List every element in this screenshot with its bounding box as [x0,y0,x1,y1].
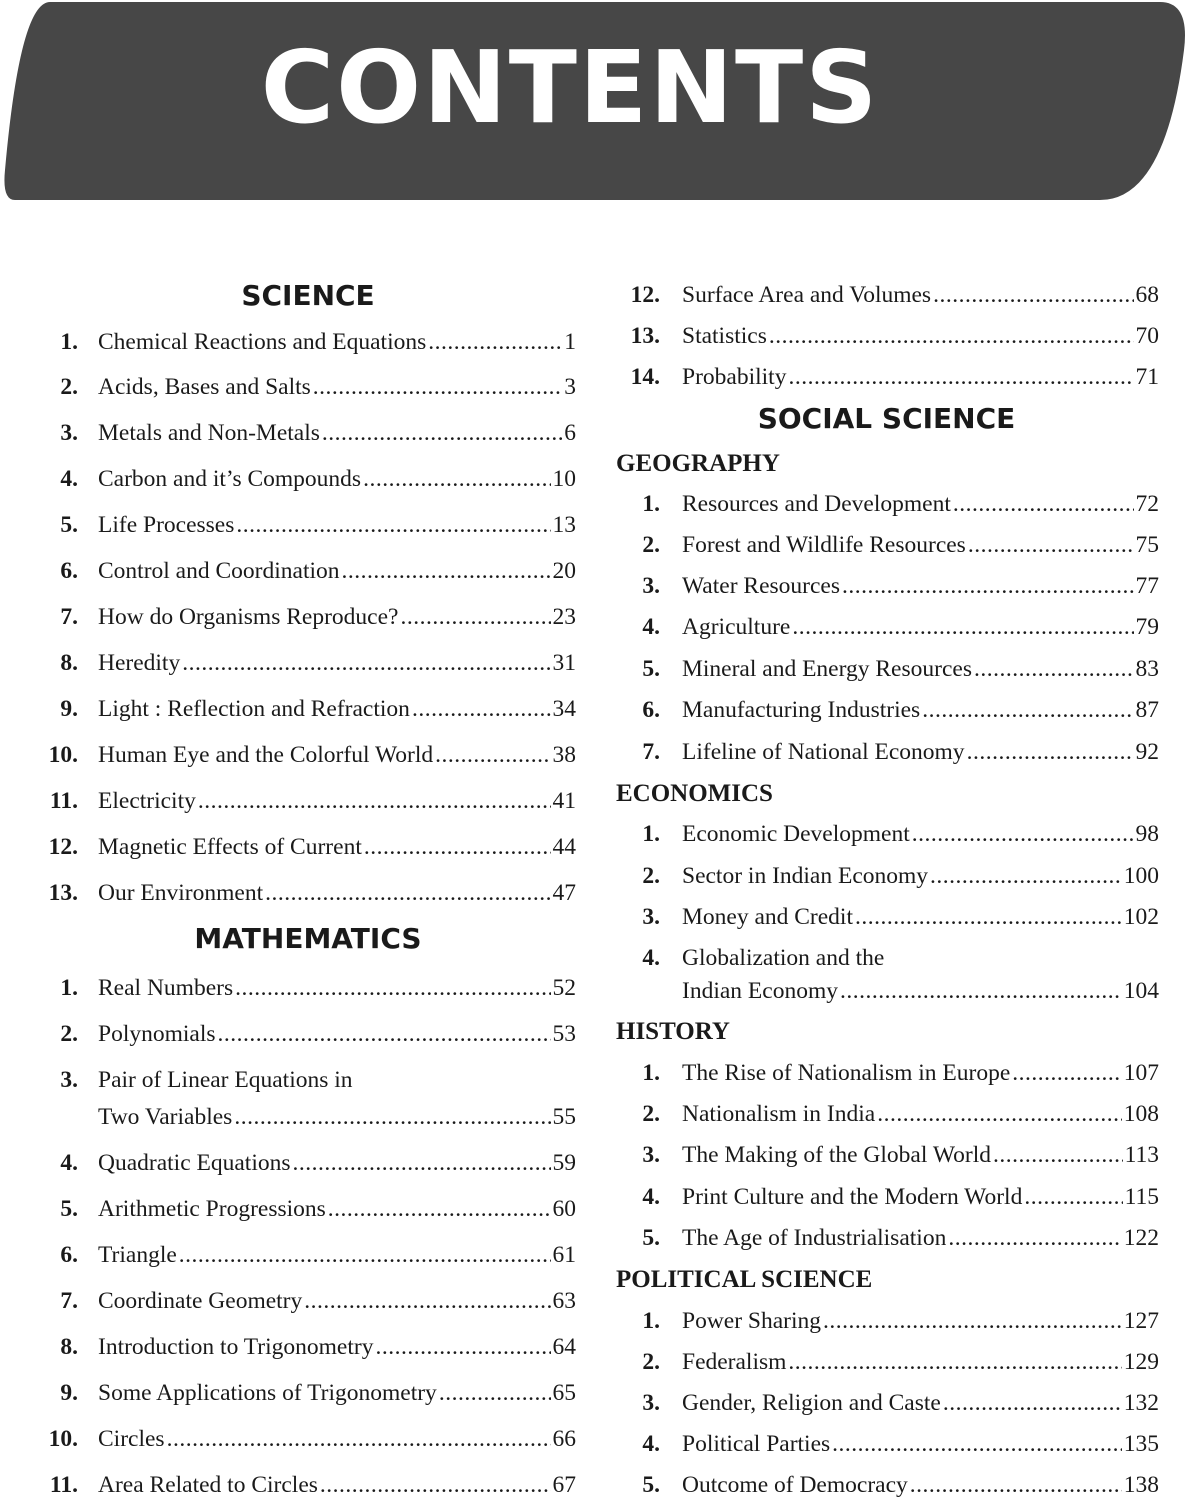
leader-dots [967,737,1134,767]
leader-dots [364,832,551,862]
entry-page: 20 [552,558,576,584]
leader-dots [823,1306,1122,1336]
entry-page: 65 [552,1380,576,1406]
entry-number: 10. [48,742,78,768]
entry-number: 13. [48,880,78,906]
toc-entry[interactable] [614,321,1159,351]
entry-page: 52 [552,975,576,1001]
social-science-heading: SOCIAL SCIENCE [757,402,1016,435]
entry-page: 100 [1123,863,1159,889]
entry-title: Lifeline of National Economy [682,739,965,765]
entry-title: Chemical Reactions and Equations [98,329,427,355]
toc-entry[interactable] [40,832,576,862]
entry-title: Quadratic Equations [98,1150,291,1176]
toc-entry[interactable] [614,1182,1159,1212]
entry-page: 132 [1123,1390,1159,1416]
toc-entry[interactable] [614,1306,1159,1336]
entry-title: Nationalism in India [682,1101,876,1127]
leader-dots [439,1378,551,1408]
toc-entry[interactable] [40,510,576,540]
entry-title: Money and Credit [682,904,853,930]
entry-number: 2. [60,1021,78,1047]
entry-page: 38 [552,742,576,768]
entry-page: 77 [1135,573,1159,599]
entry-title: Our Environment [98,880,264,906]
toc-entry[interactable] [614,902,1159,932]
leader-dots [769,321,1134,351]
toc-entry[interactable] [40,1332,576,1362]
entry-page: 72 [1135,491,1159,517]
entry-page: 47 [552,880,576,906]
entry-title-line1: Globalization and the [682,945,885,971]
entry-page: 135 [1123,1431,1159,1457]
toc-entry[interactable] [40,648,576,678]
entry-number: 10. [48,1426,78,1452]
toc-entry[interactable] [614,571,1159,601]
toc-entry[interactable] [40,327,576,357]
leader-dots [933,280,1133,310]
leader-dots [1012,1058,1121,1088]
entry-number: 2. [642,863,660,889]
entry-page: 61 [552,1242,576,1268]
toc-entry-first-line[interactable] [40,1065,576,1095]
entry-number: 8. [60,1334,78,1360]
toc-entry[interactable] [614,1099,1159,1129]
entry-page: 92 [1135,739,1159,765]
entry-title: Mineral and Energy Resources [682,656,972,682]
entry-page: 127 [1123,1308,1159,1334]
entry-page: 70 [1135,323,1159,349]
entry-page: 41 [552,788,576,814]
entry-title: Gender, Religion and Caste [682,1390,941,1416]
entry-number: 3. [642,1390,660,1416]
entry-number: 7. [60,1288,78,1314]
entry-number: 11. [49,788,78,814]
entry-number: 6. [60,1242,78,1268]
leader-dots [922,695,1133,725]
entry-title: Coordinate Geometry [98,1288,303,1314]
toc-entry[interactable] [614,1223,1159,1253]
entry-title: Light : Reflection and Refraction [98,696,410,722]
leader-dots [912,819,1134,849]
toc-entry[interactable] [614,1347,1159,1377]
leader-dots [363,464,550,494]
entry-title: How do Organisms Reproduce? [98,604,399,630]
entry-number: 1. [60,329,78,355]
leader-dots [993,1140,1123,1170]
toc-entry[interactable] [40,556,576,586]
entry-number: 5. [642,1225,660,1251]
entry-number: 12. [48,834,78,860]
entry-number: 5. [60,1196,78,1222]
entry-number: 1. [642,491,660,517]
entry-page: 44 [552,834,576,860]
toc-entry[interactable] [614,695,1159,725]
entry-title: Polynomials [98,1021,216,1047]
entry-page: 107 [1123,1060,1159,1086]
leader-dots [320,1470,551,1500]
toc-entry[interactable] [40,1019,576,1049]
toc-entry[interactable] [40,464,576,494]
entry-title: Agriculture [682,614,791,640]
entry-page: 1 [564,329,576,355]
entry-title: Sector in Indian Economy [682,863,929,889]
entry-page: 138 [1123,1472,1159,1498]
leader-dots [842,571,1134,601]
mathematics-heading: MATHEMATICS [194,922,422,955]
entry-title: Magnetic Effects of Current [98,834,362,860]
leader-dots [322,418,562,448]
toc-entry[interactable] [40,1470,576,1500]
toc-entry[interactable] [40,786,576,816]
entry-page: 104 [1123,978,1159,1004]
leader-dots [943,1388,1122,1418]
leader-dots [855,902,1122,932]
toc-entry[interactable] [614,612,1159,642]
toc-entry[interactable] [614,861,1159,891]
leader-dots [788,1347,1121,1377]
entry-title-line1: Pair of Linear Equations in [98,1067,353,1093]
science-heading: SCIENCE [241,279,375,312]
entry-number: 4. [60,466,78,492]
leader-dots [792,612,1133,642]
entry-page: 122 [1123,1225,1159,1251]
leader-dots [293,1148,551,1178]
toc-entry[interactable] [614,1140,1159,1170]
entry-title: Control and Coordination [98,558,340,584]
toc-entry[interactable] [40,694,576,724]
entry-number: 2. [642,1349,660,1375]
entry-title: Metals and Non-Metals [98,420,320,446]
toc-entry[interactable] [614,819,1159,849]
entry-title: Political Parties [682,1431,831,1457]
leader-dots [328,1194,551,1224]
entry-page: 75 [1135,532,1159,558]
leader-dots [840,976,1122,1006]
leader-dots [375,1332,550,1362]
entry-number: 4. [642,1431,660,1457]
toc-entry[interactable] [40,1194,576,1224]
entry-title: Outcome of Democracy [682,1472,908,1498]
entry-number: 7. [60,604,78,630]
entry-page: 63 [552,1288,576,1314]
entry-page: 64 [552,1334,576,1360]
entry-title: Area Related to Circles [98,1472,318,1498]
toc-entry[interactable] [614,530,1159,560]
leader-dots [218,1019,551,1049]
toc-entry[interactable] [40,878,576,908]
history-label: HISTORY [616,1018,730,1045]
entry-title: The Rise of Nationalism in Europe [682,1060,1011,1086]
toc-entry[interactable] [614,976,1159,1006]
economics-label: ECONOMICS [616,780,773,807]
entry-number: 3. [642,573,660,599]
entry-title: Circles [98,1426,165,1452]
toc-entry[interactable] [40,1378,576,1408]
entry-title: Acids, Bases and Salts [98,374,311,400]
toc-entry[interactable] [40,1424,576,1454]
entry-page: 59 [552,1150,576,1176]
entry-title: Resources and Development [682,491,951,517]
toc-entry[interactable] [614,654,1159,684]
entry-title: Carbon and it’s Compounds [98,466,362,492]
leader-dots [910,1470,1122,1500]
entry-page: 113 [1124,1142,1159,1168]
entry-title: Surface Area and Volumes [682,282,932,308]
toc-entry-first-line[interactable] [614,943,1159,973]
entry-page: 87 [1135,697,1159,723]
entry-title: Arithmetic Progressions [98,1196,326,1222]
leader-dots [974,654,1134,684]
entry-number: 2. [642,532,660,558]
entry-title: Real Numbers [98,975,234,1001]
geography-label: GEOGRAPHY [616,450,780,477]
entry-number: 8. [60,650,78,676]
leader-dots [832,1429,1122,1459]
entry-page: 34 [552,696,576,722]
leader-dots [948,1223,1121,1253]
entry-title: Manufacturing Industries [682,697,921,723]
toc-entry[interactable] [40,418,576,448]
entry-number: 1. [642,1060,660,1086]
contents-banner [0,0,1190,205]
leader-dots [1024,1182,1122,1212]
entry-title: Triangle [98,1242,177,1268]
entry-page: 6 [564,420,576,446]
entry-number: 3. [60,420,78,446]
page-title: CONTENTS [260,29,880,146]
leader-dots [265,878,550,908]
leader-dots [930,861,1122,891]
toc-entry[interactable] [614,489,1159,519]
entry-page: 23 [552,604,576,630]
toc-entry[interactable] [614,1388,1159,1418]
entry-number: 2. [642,1101,660,1127]
entry-number: 12. [630,282,660,308]
entry-page: 129 [1123,1349,1159,1375]
entry-page: 31 [552,650,576,676]
toc-entry[interactable] [614,280,1159,310]
toc-entry[interactable] [40,1148,576,1178]
leader-dots [435,740,550,770]
entry-page: 79 [1135,614,1159,640]
entry-page: 83 [1135,656,1159,682]
leader-dots [304,1286,550,1316]
leader-dots [968,530,1134,560]
entry-title: Forest and Wildlife Resources [682,532,966,558]
political-science-label: POLITICAL SCIENCE [616,1266,873,1293]
leader-dots [313,372,562,402]
entry-title: Two Variables [98,1104,233,1130]
entry-title: The Making of the Global World [682,1142,991,1168]
entry-title: Power Sharing [682,1308,822,1334]
entry-number: 13. [630,323,660,349]
leader-dots [235,973,550,1003]
leader-dots [342,556,551,586]
entry-number: 1. [60,975,78,1001]
leader-dots [182,648,550,678]
entry-title: Indian Economy [682,978,838,1004]
entry-number: 9. [60,1380,78,1406]
entry-number: 7. [642,739,660,765]
leader-dots [167,1424,551,1454]
toc-entry[interactable] [40,1240,576,1270]
entry-number: 3. [642,904,660,930]
entry-title: Some Applications of Trigonometry [98,1380,437,1406]
entry-page: 10 [552,466,576,492]
leader-dots [400,602,550,632]
entry-page: 66 [552,1426,576,1452]
leader-dots [953,489,1134,519]
entry-title: Federalism [682,1349,787,1375]
entry-title: Water Resources [682,573,840,599]
entry-number: 2. [60,374,78,400]
leader-dots [412,694,551,724]
entry-number: 1. [642,821,660,847]
entry-number: 9. [60,696,78,722]
entry-title: The Age of Industrialisation [682,1225,947,1251]
entry-title: Economic Development [682,821,910,847]
leader-dots [234,1102,550,1132]
toc-entry[interactable] [614,1058,1159,1088]
entry-page: 68 [1135,282,1159,308]
toc-entry[interactable] [40,1102,576,1132]
leader-dots [428,327,562,357]
entry-number: 3. [642,1142,660,1168]
entry-number: 4. [60,1150,78,1176]
entry-number: 6. [642,697,660,723]
entry-title: Statistics [682,323,767,349]
entry-page: 55 [552,1104,576,1130]
entry-page: 102 [1123,904,1159,930]
entry-title: Electricity [98,788,196,814]
entry-number: 5. [642,656,660,682]
entry-number: 4. [642,614,660,640]
entry-number: 5. [60,512,78,538]
entry-number: 5. [642,1472,660,1498]
entry-page: 13 [552,512,576,538]
entry-page: 53 [552,1021,576,1047]
entry-page: 60 [552,1196,576,1222]
entry-page: 3 [564,374,576,400]
toc-entry[interactable] [614,737,1159,767]
leader-dots [877,1099,1122,1129]
toc-entry[interactable] [40,740,576,770]
entry-page: 71 [1135,364,1159,390]
entry-page: 67 [552,1472,576,1498]
entry-number: 6. [60,558,78,584]
entry-number: 11. [49,1472,78,1498]
entry-title: Introduction to Trigonometry [98,1334,374,1360]
entry-number: 4. [642,945,660,971]
entry-page: 108 [1123,1101,1159,1127]
toc-entry[interactable] [614,1470,1159,1500]
toc-entry[interactable] [40,973,576,1003]
entry-number: 14. [630,364,660,390]
entry-page: 115 [1124,1184,1159,1210]
entry-title: Print Culture and the Modern World [682,1184,1023,1210]
entry-title: Heredity [98,650,181,676]
toc-entry[interactable] [40,372,576,402]
leader-dots [179,1240,551,1270]
entry-number: 4. [642,1184,660,1210]
entry-number: 1. [642,1308,660,1334]
entry-page: 98 [1135,821,1159,847]
entry-number: 3. [60,1067,78,1093]
leader-dots [198,786,551,816]
toc-entry[interactable] [614,362,1159,392]
entry-title: Life Processes [98,512,235,538]
entry-title: Probability [682,364,787,390]
toc-entry[interactable] [40,602,576,632]
toc-entry[interactable] [614,1429,1159,1459]
toc-entry[interactable] [40,1286,576,1316]
entry-title: Human Eye and the Colorful World [98,742,434,768]
leader-dots [788,362,1133,392]
leader-dots [236,510,550,540]
